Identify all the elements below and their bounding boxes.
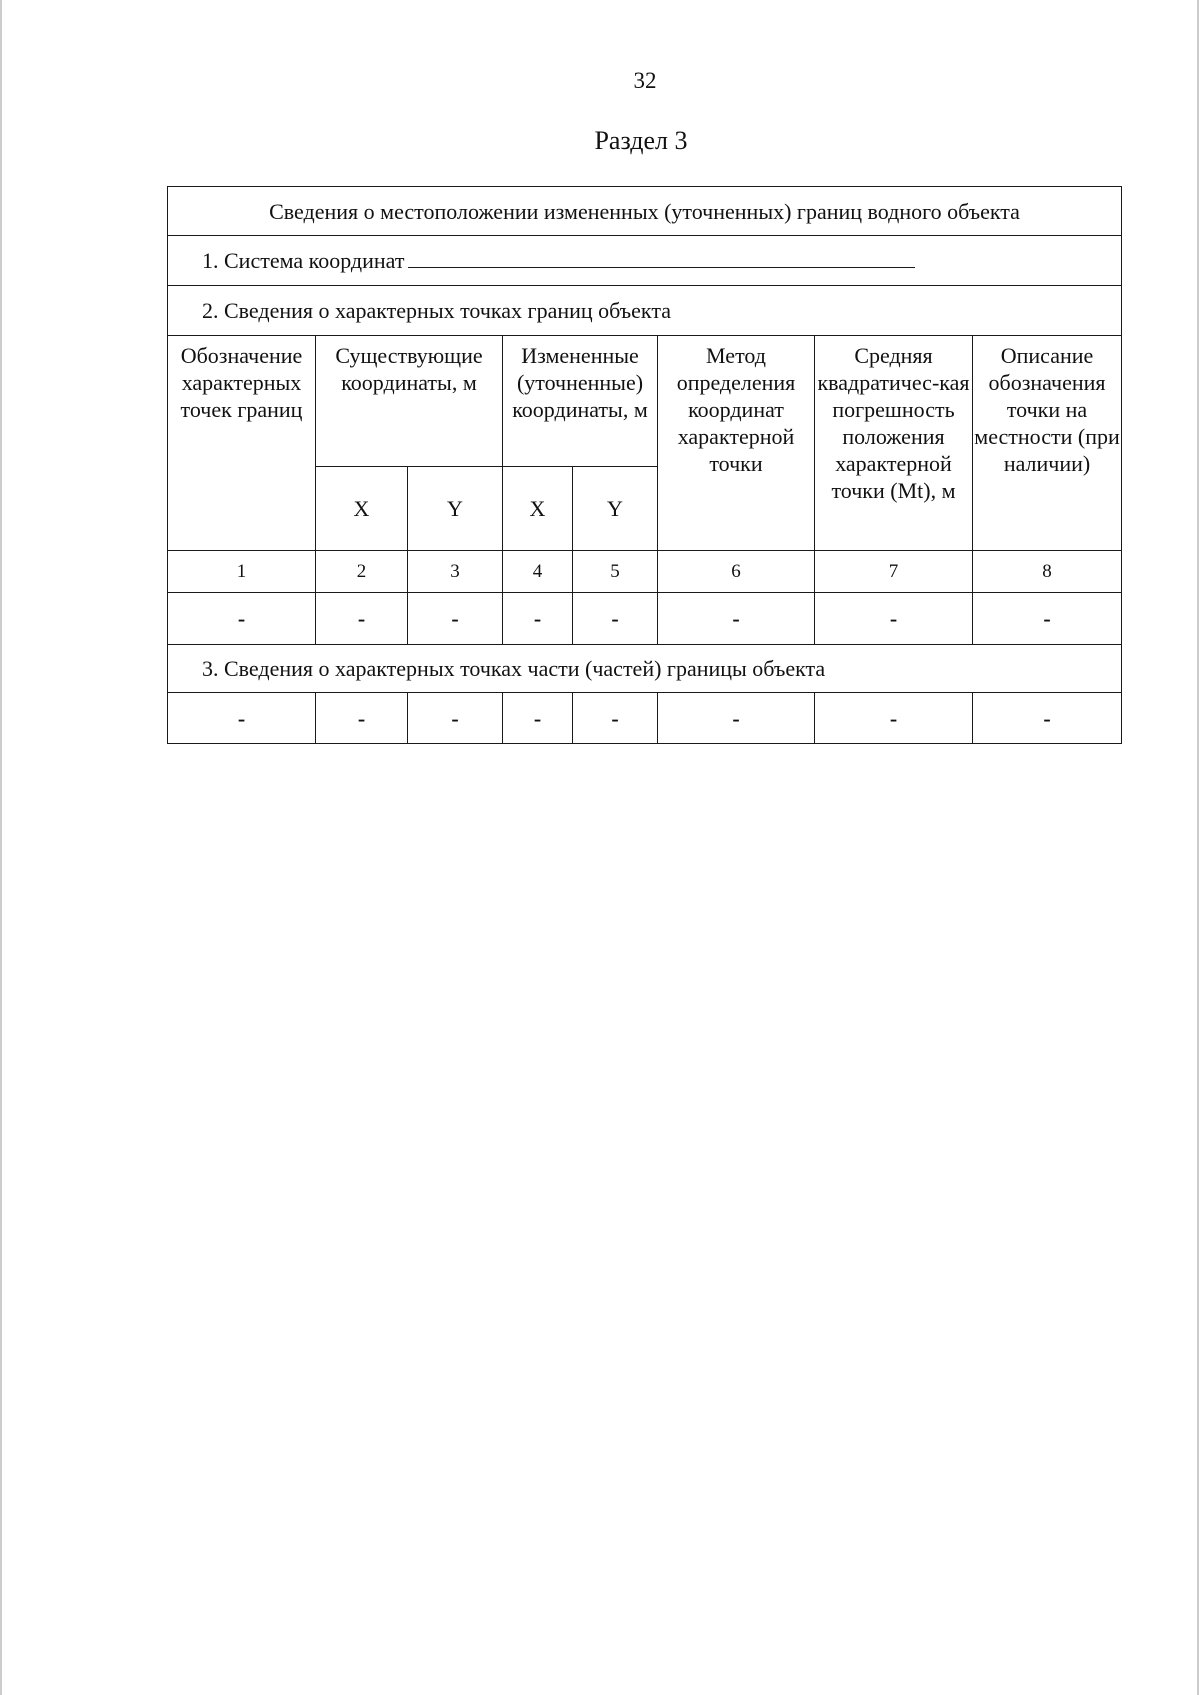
table-cell: - [573,693,658,744]
table-cell: - [973,593,1122,645]
table-cell: - [973,693,1122,744]
boundary-points-table [167,186,1122,744]
coord-system-row [168,236,1122,286]
col-header-method: Метод определения координат характерной точки [658,336,815,551]
sub-header-y: Y [408,467,503,551]
col-header-changed-coords: Измененные (уточненные) координаты, м [503,336,658,467]
col-header-existing-coords: Существующие координаты, м [316,336,503,467]
table-cell: - [573,593,658,645]
table-cell: - [316,693,408,744]
table-cell: - [658,693,815,744]
table-cell: - [168,593,316,645]
column-number: 6 [658,551,815,593]
parts-heading: 3. Сведения о характерных точках части (частей) границы объекта [168,645,1122,693]
table-cell: - [168,693,316,744]
table-cell: - [503,593,573,645]
section-title: Раздел 3 [594,126,688,155]
coord-system-blank [408,247,915,268]
column-number: 8 [973,551,1122,593]
table-cell: - [503,693,573,744]
table-cell: - [316,593,408,645]
col-header-mean-error: Средняя квадратичес-кая погрешность положения характерной точки (Mt), м [815,336,973,551]
table-heading: Сведения о местоположении измененных (уточненных) границ водного объекта [168,187,1122,236]
points-heading: 2. Сведения о характерных точках границ объекта [168,286,1122,336]
column-number: 3 [408,551,503,593]
scan-edge-right [1197,0,1199,1695]
coord-system-label: 1. Система координат [202,248,405,273]
column-number: 1 [168,551,316,593]
sub-header-x: X [503,467,573,551]
sub-header-x: X [316,467,408,551]
sub-header-y: Y [573,467,658,551]
scan-edge-left [0,0,2,1695]
table-cell: - [815,593,973,645]
table-cell: - [408,593,503,645]
col-header-point-designation: Обозначение характерных точек границ [168,336,316,551]
column-number: 4 [503,551,573,593]
table-cell: - [408,693,503,744]
col-header-description: Описание обозначения точки на местности (при наличии) [973,336,1122,551]
column-number: 7 [815,551,973,593]
table-cell: - [815,693,973,744]
column-number: 5 [573,551,658,593]
page-number: 32 [633,68,657,93]
column-number: 2 [316,551,408,593]
table-cell: - [658,593,815,645]
